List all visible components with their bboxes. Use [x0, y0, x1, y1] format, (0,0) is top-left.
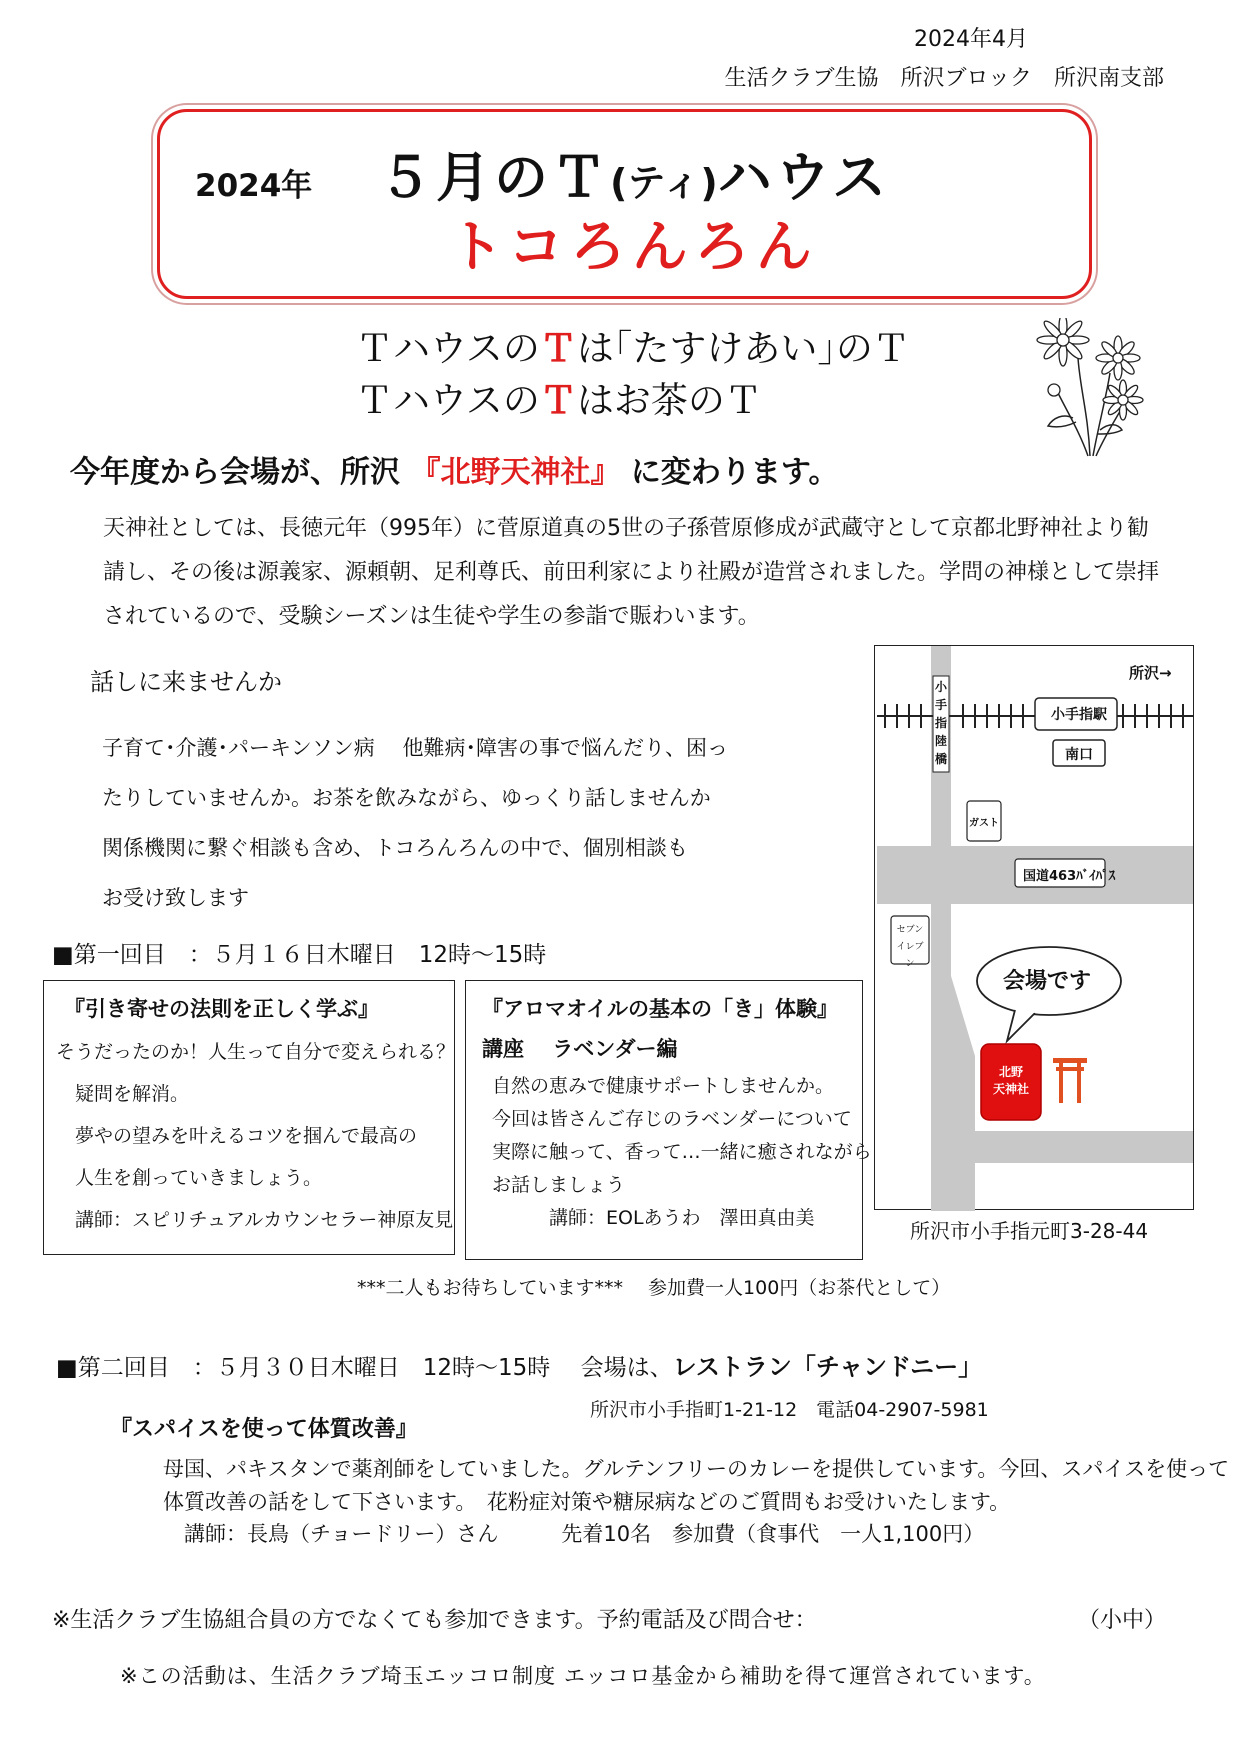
motto-red-t: Ｔ	[539, 327, 577, 370]
invite-title: 話しに来ませんか	[90, 668, 282, 696]
invite-line: 関係機関に繋ぐ相談も含め、トコろんろんの中で、個別相談も	[102, 836, 688, 860]
title-main-paren: (ティ)	[610, 161, 718, 205]
venue-change-text: に変わります。	[630, 455, 839, 490]
invite-line: 子育て･介護･パーキンソン病 他難病･障害の事で悩んだり、困っ	[102, 736, 728, 760]
map-tokorozawa-arrow: 所沢→	[1129, 664, 1172, 682]
footer-contact: （小中）	[1078, 1608, 1167, 1633]
access-map	[874, 645, 1194, 1210]
box2-title2: 講座 ラベンダー編	[482, 1037, 678, 1061]
map-seven-eleven	[893, 922, 927, 973]
motto-text: Ｔハウスの	[356, 379, 540, 422]
map-gusto: ガスト	[969, 818, 999, 829]
box2-line: お話しましょう	[492, 1174, 626, 1196]
box2-line: 講師：EOLあうわ 澤田真由美	[492, 1207, 815, 1229]
map-road-lower	[951, 1131, 1193, 1163]
box1-line: そうだったのか！人生って自分で変えられる？	[56, 1041, 456, 1063]
box2-line: 実際に触って、香って…一緒に癒されながら	[492, 1141, 872, 1163]
box1-line: 人生を創っていきましょう。	[56, 1167, 323, 1189]
box2-line: 自然の恵みで健康サポートしませんか。	[492, 1075, 835, 1097]
map-bridge-char: 陸	[935, 734, 948, 748]
torii-icon	[1053, 1058, 1087, 1103]
map-seven-line: イレブン	[896, 942, 924, 969]
issue-date: 2024年4月	[914, 27, 1028, 52]
map-bridge-char: 手	[935, 698, 948, 712]
session2-line: 体質改善の話をして下さいます。 花粉症対策や糖尿病などのご質問もお受けいたします。	[163, 1490, 1011, 1514]
venue-name: 『北野天神社』	[410, 455, 621, 490]
invite-line: たりしていませんか。お茶を飲みながら、ゆっくり話しませんか	[102, 786, 711, 810]
organization: 生活クラブ生協 所沢ブロック 所沢南支部	[724, 66, 1164, 91]
session1-fee-note: ***二人もお待ちしています*** 参加費一人100円（お茶代として）	[357, 1277, 951, 1299]
box1-title: 『引き寄せの法則を正しく学ぶ』	[64, 997, 379, 1021]
box1-line: 講師：スピリチュアルカウンセラー神原友見	[56, 1209, 454, 1231]
map-south-exit: 南口	[1065, 747, 1093, 763]
title-main-after: ハウス	[717, 146, 891, 209]
session2-venue: レストラン「チャンドニー」	[672, 1353, 983, 1381]
map-shrine-label	[981, 1064, 1041, 1098]
venue-change-text: 今年度から会場が、所沢	[70, 455, 400, 490]
map-bridge-char: 小	[935, 680, 948, 694]
venue-change	[70, 447, 839, 491]
footer-subsidy: ※この活動は、生活クラブ埼玉エッコロ制度 エッコロ基金から補助を得て運営されています。	[120, 1664, 1046, 1688]
box2-line: 今回は皆さんご存じのラベンダーについて	[492, 1108, 852, 1130]
session1-box-law-of-attraction	[43, 980, 455, 1255]
flower-icon	[1018, 318, 1148, 458]
map-shrine-line: 天神社	[992, 1082, 1029, 1096]
session2-heading	[56, 1347, 982, 1382]
session1-box-aroma	[465, 980, 872, 1260]
session2-line: 母国、パキスタンで薬剤師をしていました。グルテンフリーのカレーを提供しています。今回、スパイスを使って	[163, 1457, 1230, 1481]
motto-text: は｢たすけあい｣のＴ	[576, 327, 910, 370]
map-station: 小手指駅	[1051, 707, 1107, 723]
footer-note: ※生活クラブ生協組合員の方でなくても参加できます。予約電話及び問合せ：	[52, 1608, 817, 1633]
title-year: 2024年	[195, 168, 313, 204]
box1-line: 疑問を解消。	[56, 1083, 190, 1105]
map-bypass: 国道463ﾊﾞｲﾊﾟｽ	[1023, 869, 1116, 884]
map-bridge-label	[935, 678, 947, 768]
title-main	[378, 135, 890, 212]
session2-address: 所沢市小手指町1-21-12 電話04-2907-5981	[590, 1399, 989, 1421]
motto-red-t: Ｔ	[539, 379, 577, 422]
invite-line: お受け致します	[102, 886, 249, 910]
map-shrine-line: 北野	[998, 1065, 1023, 1079]
session2-heading-text: ■第二回目 ：５月３０日木曜日 12時～15時 会場は、	[56, 1355, 673, 1381]
title-subtitle: トコろんろん	[448, 215, 818, 280]
box2-title: 『アロマオイルの基本の「き」体験』	[482, 997, 838, 1021]
map-address: 所沢市小手指元町3-28-44	[910, 1219, 1149, 1243]
motto-text: Ｔハウスの	[356, 327, 540, 370]
box1-line: 夢やの望みを叶えるコツを掴んで最高の	[56, 1125, 418, 1147]
motto-line-1	[356, 318, 910, 372]
title-main-before: ５月のＴ	[378, 146, 610, 209]
session2-title: 『スパイスを使って体質改善』	[110, 1417, 418, 1442]
map-seven-line: セブン	[896, 925, 924, 935]
map-bridge-char: 指	[935, 716, 948, 730]
session2-line: 講師：長鳥（チョードリー）さん 先着10名 参加費（食事代 一人1,100円）	[163, 1522, 985, 1546]
session1-heading: ■第一回目 ：５月１６日木曜日 12時～15時	[52, 942, 547, 968]
motto-text: はお茶のＴ	[576, 379, 762, 422]
map-bridge-char: 橋	[935, 752, 948, 766]
map-bubble-text: 会場です	[1003, 969, 1092, 994]
shrine-description: 天神社としては、長徳元年（995年）に菅原道真の5世の子孫菅原修成が武蔵守として京都北野神社より勧請し、その後は源義家、源頼朝、足利尊氏、前田利家により社殿が造営されました。学問の神様として崇拝されているので、受験シーズンは生徒や学生の参詣で賑わいます。	[103, 516, 1160, 629]
motto-line-2	[356, 370, 762, 424]
